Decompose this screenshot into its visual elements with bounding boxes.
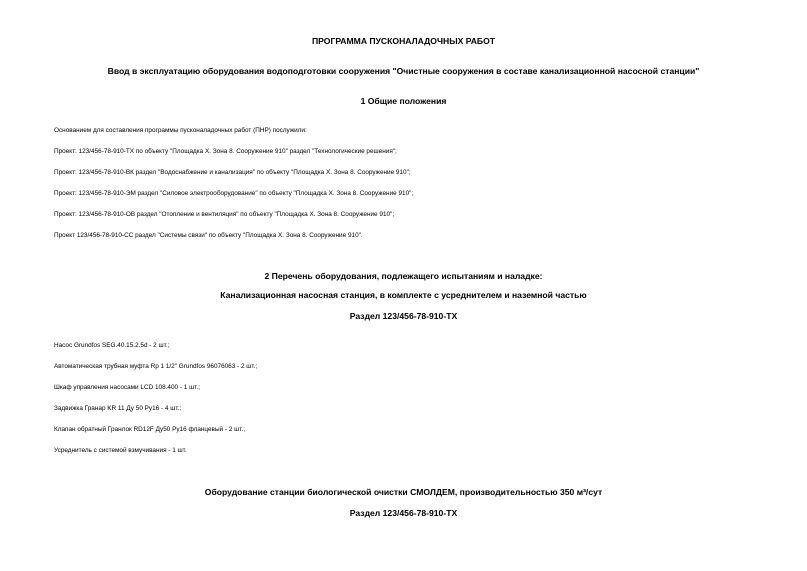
section1-intro: Основанием для составления программы пусконаладочных работ (ПНР) послужили: <box>54 127 307 134</box>
equipment-item-1: Насос Grundfos SEG.40.15.2.5d - 2 шт.; <box>54 342 170 349</box>
equipment-item-3: Шкаф управления насосами LCD 108.400 - 1 шт.; <box>54 384 200 391</box>
section1-item-2: Проект: 123/456-78-910-ВК раздел "Водоснабжение и канализация" по объекту "Площадка X. Зона 8. Сооружение 910"; <box>54 169 411 176</box>
document-title: ПРОГРАММА ПУСКОНАЛАДОЧНЫХ РАБОТ <box>311 36 496 46</box>
section1-item-1: Проект: 123/456-78-910-ТХ по объекту "Площадка X. Зона 8. Сооружение 910" раздел "Технологические решения"; <box>54 148 397 155</box>
section3-heading: Оборудование станции биологической очистки СМОЛДЕМ, производительностью 350 м³/сут <box>204 487 603 497</box>
section2-part-label: Раздел 123/456-78-910-ТХ <box>349 311 458 321</box>
section1-item-4: Проект: 123/456-78-910-ОВ раздел "Отопление и вентиляция" по объекту "Площадка X. Зона 8. Сооружение 910"; <box>54 211 395 218</box>
document-subtitle: Ввод в эксплуатацию оборудования водоподготовки сооружения "Очистные сооружения в составе канализационной насосной станции" <box>107 66 700 76</box>
equipment-item-4: Задвижка Гранар KR 11 Ду 50 Ру16 - 4 шт.; <box>54 405 182 412</box>
section1-heading: 1 Общие положения <box>360 96 447 106</box>
section3-part-label: Раздел 123/456-78-910-ТХ <box>349 508 458 518</box>
equipment-item-2: Автоматическая трубная муфта Rp 1 1/2" Grundfos 96076063 - 2 шт.; <box>54 363 258 370</box>
equipment-item-6: Усреднитель с системой взмучивания - 1 шт. <box>54 447 187 454</box>
section1-item-5: Проект 123/456-78-910-СС раздел "Системы связи" по объекту "Площадка X. Зона 8. Сооружение 910". <box>54 232 363 239</box>
section1-item-3: Проект: 123/456-78-910-ЭМ раздел "Силовое электрооборудование" по объекту "Площадка X. Зона 8. Сооружение 910"; <box>54 190 414 197</box>
equipment-item-5: Клапан обратный Гранлок RD12F Ду50 Ру16 фланцевый - 2 шт.; <box>54 426 246 433</box>
section2-heading: 2 Перечень оборудования, подлежащего испытаниям и наладке: <box>264 271 543 281</box>
section2-subheading: Канализационная насосная станция, в комплекте с усреднителем и наземной частью <box>220 290 587 300</box>
